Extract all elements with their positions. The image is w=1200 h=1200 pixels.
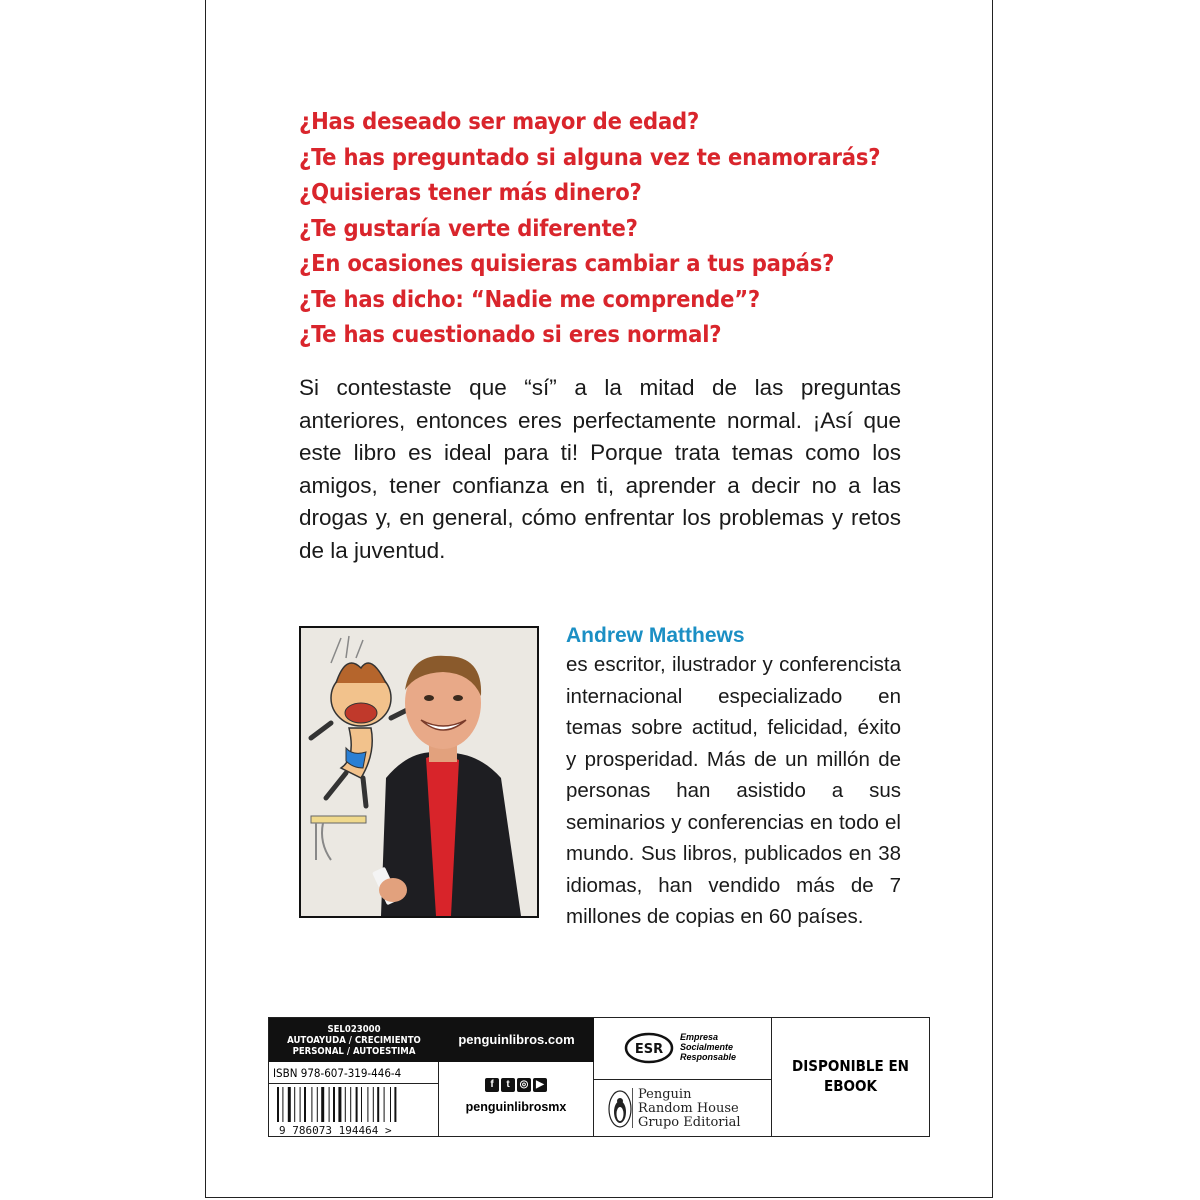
ebook-notice [772, 1018, 929, 1137]
social-block [439, 1062, 594, 1137]
esr-line-1: Empresa [680, 1032, 719, 1042]
esr-logo-icon [624, 1032, 674, 1064]
social-icons [439, 1078, 593, 1094]
instagram-icon[interactable]: ◎ [517, 1078, 531, 1092]
publisher-logo [594, 1080, 772, 1137]
barcode-digits: 9 786073 194464 > [279, 1124, 392, 1136]
author-bio: es escritor, ilustrador y conferencista internacional especializado en temas sobre actitud, felicidad, éxito y prosperidad. Más de un millón de personas han asistido a sus seminarios y conferencias en todo el mundo. Sus libros, publicados en 38 idiomas, han vendido más de 7 millones de copias en 60 países. [566, 653, 901, 928]
back-info-panel [268, 1017, 930, 1137]
category-line-2: PERSONAL / AUTOESTIMA [292, 1046, 416, 1057]
category-line-1: AUTOAYUDA / CRECIMIENTO [287, 1035, 421, 1046]
publisher-line-2: Random House [638, 1101, 739, 1116]
question-3: ¿Quisieras tener más dinero? [299, 178, 642, 206]
facebook-icon[interactable]: f [485, 1078, 499, 1092]
question-5: ¿En ocasiones quisieras cambiar a tus papás? [299, 249, 835, 277]
ebook-line-2: EBOOK [824, 1077, 877, 1095]
isbn-label: ISBN 978-607-319-446-4 [269, 1062, 439, 1084]
category-block [269, 1018, 439, 1062]
barcode-bars [269, 1084, 437, 1136]
question-2: ¿Te has preguntado si alguna vez te enamorarás? [299, 142, 881, 171]
author-name: Andrew Matthews [566, 624, 745, 647]
esr-line-3: Responsable [680, 1052, 737, 1062]
question-6: ¿Te has dicho: “Nadie me comprende”? [299, 284, 760, 313]
question-1: ¿Has deseado ser mayor de edad? [299, 107, 700, 135]
publisher-line-1: Penguin [638, 1087, 692, 1102]
barcode [269, 1084, 439, 1137]
question-4: ¿Te gustaría verte diferente? [299, 213, 638, 242]
esr-label [680, 1032, 736, 1062]
penguin-icon [608, 1090, 632, 1128]
publisher-name [638, 1088, 741, 1130]
esr-certification [594, 1018, 772, 1080]
question-7: ¿Te has cuestionado si eres normal? [299, 320, 722, 348]
social-handle[interactable]: penguinlibrosmx [465, 1100, 567, 1114]
ebook-line-1: DISPONIBLE EN [792, 1057, 909, 1075]
question-list [299, 104, 939, 353]
youtube-icon[interactable]: ▶ [533, 1078, 547, 1092]
publisher-website[interactable]: penguinlibros.com [439, 1018, 594, 1062]
author-photo [299, 626, 539, 918]
twitter-icon[interactable]: t [501, 1078, 515, 1092]
book-blurb: Si contestaste que “sí” a la mitad de las preguntas anteriores, entonces eres perfectamente normal. ¡Así que este libro es ideal para ti! Porque trata temas como los amigos, tener confianza en ti, aprender a decir no a las drogas y, en general, cómo enfrentar los problemas y retos de la juventud. [299, 375, 901, 563]
esr-line-2: Socialmente [680, 1042, 734, 1052]
category-code: SEL023000 [327, 1024, 381, 1035]
esr-badge-text: ESR [634, 1042, 664, 1057]
publisher-line-3: Grupo Editorial [638, 1115, 741, 1130]
author-photo-illustration [301, 628, 537, 916]
